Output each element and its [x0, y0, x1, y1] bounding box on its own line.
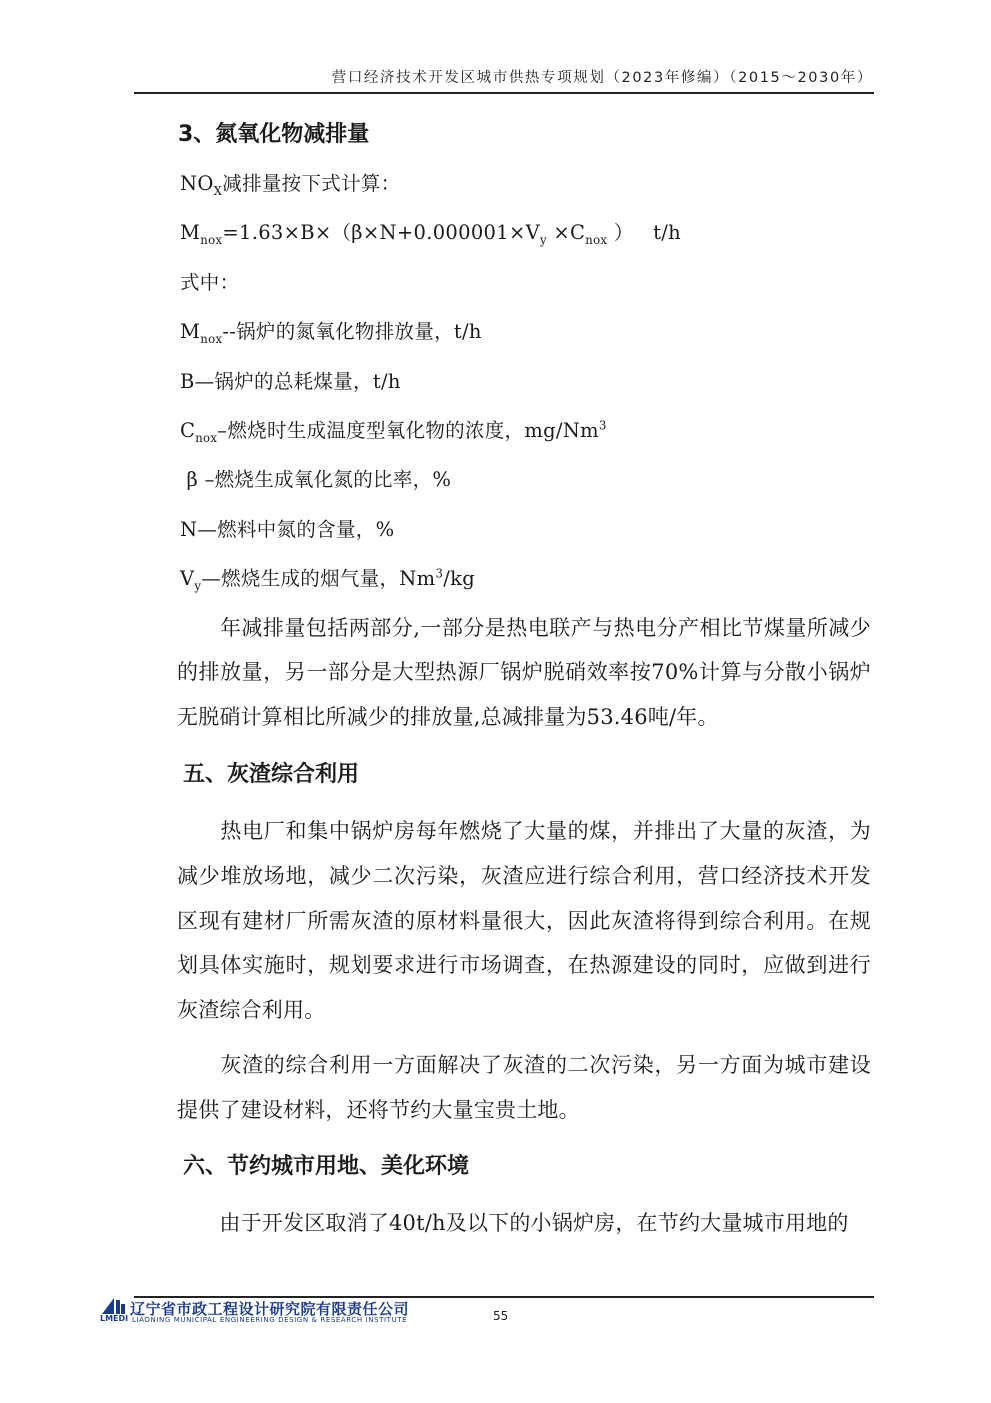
- definition-n: N—燃料中氮的含量，%: [180, 517, 395, 541]
- section-heading-6: 六、节约城市用地、美化环境: [183, 1154, 470, 1180]
- ash-paragraph-2: 灰渣的综合利用一方面解决了灰渣的二次污染，另一方面为城市建设提供了建设材料，还将节约大量宝贵土地。: [177, 1052, 871, 1122]
- page-number: 55: [493, 1309, 509, 1323]
- company-name: 辽宁省市政工程设计研究院有限责任公司: [130, 1300, 410, 1318]
- nox-intro: $NO_X$减排量按下式计算：: [180, 172, 401, 198]
- definition-beta: β –燃烧生成氧化氮的比率，%: [180, 468, 452, 492]
- company-abbr: LMEDI: [100, 1314, 129, 1323]
- running-header: 营口经济技术开发区城市供热专项规划（2023年修编）（2015～2030年）: [331, 70, 873, 86]
- nox-summary-paragraph: 年减排量包括两部分,一部分是热电联产与热电分产相比节煤量所减少的排放量，另一部分是大型热源厂锅炉脱硝效率按70%计算与分散小锅炉无脱硝计算相比所减少的排放量,总减排量为53.46吨/年。: [177, 615, 871, 730]
- ash-paragraph-1: 热电厂和集中锅炉房每年燃烧了大量的煤，并排出了大量的灰渣，为减少堆放场地，减少二次污染，灰渣应进行综合利用，营口经济技术开发区现有建材厂所需灰渣的原材料量很大，因此灰渣将得到综合利用。在规划具体实施时，规划要求进行市场调查，在热源建设的同时，应做到进行灰渣综合利用。: [177, 818, 871, 1023]
- header-divider: [134, 92, 874, 94]
- where-label: 式中：: [180, 270, 240, 294]
- section-heading-3: 3、氮氧化物减排量: [178, 122, 370, 147]
- definition-b: B—锅炉的总耗煤量，t/h: [180, 369, 401, 393]
- definition-mnox: $M_{nox}--$锅炉的氮氧化物排放量，t/h: [180, 320, 482, 347]
- nox-formula: $M_{nox}=1.63\times B\times(\beta\times N+0.000001\times V_y \times C_{nox}$ ） t/h: [180, 221, 681, 248]
- definition-cnox: $C_{nox}-$燃烧时生成温度型氧化物的浓度，mg/Nm$^3$: [180, 418, 607, 445]
- section-heading-5: 五、灰渣综合利用: [183, 761, 360, 787]
- definition-vy: $V_y—$燃烧生成的烟气量，Nm$^3$/kg: [180, 566, 475, 594]
- company-name-english: LIAONING MUNICIPAL ENGINEERING DESIGN & RESEARCH INSTITUTE: [132, 1316, 408, 1324]
- page-body: [177, 110, 880, 1246]
- land-paragraph-1: 由于开发区取消了40t/h及以下的小锅炉房，在节约大量城市用地的: [177, 1211, 849, 1236]
